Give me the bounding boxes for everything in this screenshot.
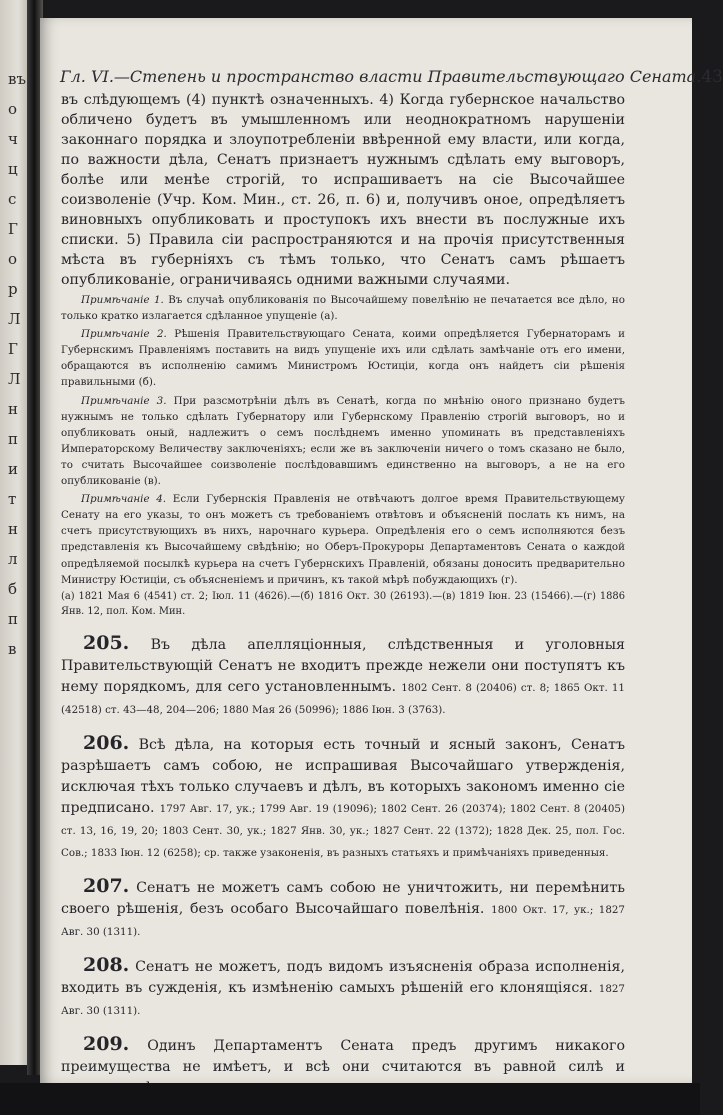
facing-page-fragment: п	[8, 610, 18, 628]
article-209-text: Одинъ Департаментъ Сената предъ другимъ никакого преимущества не имѣетъ, и всѣ они считаются въ равной силѣ и	[61, 1037, 625, 1075]
facing-page-fragment: л	[8, 550, 18, 568]
continuation-paragraph: въ слѣдующемъ (4) пунктѣ означенныхъ. 4) Когда губернское начальство обличено будетъ въ умышленномъ или неоднократномъ нарушеніи законнаго порядка и злоупотребленіи ввѣренной ему власти, или когда, по важности дѣла, Сенатъ признаетъ нужнымъ сдѣлать ему выговоръ, болѣе или менѣе строгій, то испрашиваетъ на сіе Высочайшее соизволеніе (Учр. Ком. Мин., ст. 26, п. 6) и, получивъ оное, опредѣляетъ виновныхъ опубликовать и проступокъ ихъ внести въ послужные ихъ списки. 5) Правила сіи распространяются и на прочія присутственныя мѣста въ губерніяхъ съ тѣмъ только, что Сенатъ самъ рѣшаетъ опубликованіе, ограничиваясь одними важными случаями.	[61, 92, 625, 288]
note-2-label: Примѣчаніе 2.	[81, 328, 167, 341]
note-3-text: При разсмотрѣніи дѣлъ въ Сенатѣ, когда по мнѣнію оного признано будетъ нужнымъ не только сдѣлать Губернатору или Губернскому Правленію строгій выговоръ, но и опубликовать оный, надлежитъ о семъ послѣднемъ именно упоминать въ представленіяхъ Императорскому Величеству заключеніяхъ; если же въ заключеніи ничего о томъ сказано не было, то считать Высочайшее соизволеніе послѣдовавшимъ единственно на выговоръ, а не на его опубликованіе (в).	[61, 394, 625, 488]
facing-page-fragment: въ	[8, 70, 26, 88]
facing-page-edge	[0, 0, 30, 1065]
facing-page-fragment: ц	[8, 160, 18, 178]
facing-page-fragment: р	[8, 280, 18, 298]
facing-page-fragment: о	[8, 100, 18, 118]
facing-page-fragment: Л	[8, 310, 21, 328]
article-206-refs: 1797 Авг. 17, ук.; 1799 Авг. 19 (19096); 1802 Сент. 26 (20374); 1802 Сент. 8 (20405) ст. 13, 16, 19, 20; 1803 Сент. 30, ук.; 1827 Янв. 30, ук.; 1827 Сент. 22 (1372); 1828 Дек. 25, пол. Гос. Сов.; 1833 Іюн. 12 (6258); ср. также узаконенія, въ разныхъ статьяхъ и примѣчаніяхъ приведенныя.	[61, 802, 625, 859]
background-bottom	[0, 1083, 700, 1115]
facing-page-fragment: н	[8, 520, 18, 538]
facing-page-fragment: ч	[8, 130, 18, 148]
running-header	[60, 67, 723, 87]
article-206	[61, 733, 625, 864]
article-208-refs: 1827 Авг. 30 (1311).	[61, 982, 625, 1017]
facing-page-fragment: Г	[8, 340, 18, 358]
chapter-title: Гл. VI.—Степень и пространство власти Правительствующаго Сената.	[60, 67, 702, 86]
article-208	[61, 955, 625, 1022]
facing-page-fragment: с	[8, 190, 17, 208]
footnote-references: (а) 1821 Мая 6 (4541) ст. 2; Іюл. 11 (4626).—(б) 1816 Окт. 30 (26193).—(в) 1819 Іюн. 23 (15466).—(г) 1886 Янв. 12, пол. Ком. Мин.	[61, 590, 625, 617]
facing-page-fragment: Г	[8, 220, 18, 238]
note-3-label: Примѣчаніе 3.	[81, 394, 167, 407]
article-205	[61, 633, 625, 721]
article-207-text: Сенатъ не можетъ самъ собою не уничтожить, ни перемѣнить своего рѣшенія, безъ особаго Высочайшаго повелѣнія.	[61, 879, 625, 917]
article-207-number: 207.	[83, 874, 130, 897]
article-205-text: Въ дѣла апелляціонныя, слѣдственныя и уголовныя Правительствующій Сенатъ не входитъ прежде нежели они поступятъ къ нему порядкомъ, для сего установленнымъ.	[61, 636, 625, 695]
article-209-number: 209.	[83, 1032, 130, 1055]
note-4-text: Если Губернскія Правленія не отвѣчаютъ долгое время Правительствующему Сенату на его указы, то онъ можетъ съ требованіемъ отвѣтовъ и объясненій послать къ нимъ, на счетъ присутствующихъ въ нихъ, нарочнаго курьера. Опредѣленія его о семъ исполняются безъ представленія къ Высочайшему свѣдѣнію; но Оберъ-Прокуроры Департаментовъ Сената о каждой опредѣляемой посылкѣ курьера на счетъ Губернскихъ Правленій, обязаны доносить предварительно Министру Юстиціи, съ объясненіемъ и причинъ, къ такой мѣрѣ побуждающихъ (г).	[61, 493, 625, 586]
notes-block	[61, 292, 625, 619]
facing-page-fragment: и	[8, 460, 18, 478]
page-number: 43	[701, 67, 723, 87]
note-1-text: Въ случаѣ опубликованія по Высочайшему повелѣнію не печатается все дѣло, но только кратко излагается сдѣланное упущеніе (а).	[61, 294, 625, 323]
book-page	[40, 18, 723, 1083]
page-content	[61, 90, 625, 1099]
facing-page-fragment: н	[8, 400, 18, 418]
facing-page-fragment: б	[8, 580, 18, 598]
article-206-number: 206.	[83, 731, 130, 754]
article-205-refs: 1802 Сент. 8 (20406) ст. 8; 1865 Окт. 11 (42518) ст. 43—48, 204—206; 1880 Мая 26 (50996); 1886 Іюн. 3 (3763).	[61, 681, 625, 716]
facing-page-fragment: о	[8, 250, 18, 268]
article-208-text: Сенатъ не можетъ, подъ видомъ изъясненія образа исполненія, входить въ сужденія, къ измѣненію самыхъ рѣшеній его клонящіяся.	[61, 958, 625, 996]
article-205-number: 205.	[83, 631, 130, 654]
facing-page-fragment: п	[8, 430, 18, 448]
note-2-text: Рѣшенія Правительствующаго Сената, коими опредѣляется Губернаторамъ и Губернскимъ Правленіямъ поставить на видъ упущеніе ихъ или сдѣлать замѣчаніе отъ его имени, обращаются въ исполненію самимъ Министромъ Юстиціи, когда онъ найдетъ сіи рѣшенія правильными (б).	[61, 328, 625, 389]
note-1	[61, 292, 625, 324]
article-208-number: 208.	[83, 953, 130, 976]
facing-page-fragment: в	[8, 640, 17, 658]
note-3	[61, 393, 625, 490]
article-207	[61, 876, 625, 943]
note-1-label: Примѣчаніе 1.	[81, 294, 164, 306]
facing-page-fragment: т	[8, 490, 17, 508]
article-206-text: Всѣ дѣла, на которыя есть точный и ясный законъ, Сенатъ разрѣшаетъ самъ собою, не испрашивая Высочайшаго утвержденія, исключая тѣхъ только случаевъ и дѣлъ, въ которыхъ закономъ именно сіе предписано.	[61, 736, 625, 816]
note-2	[61, 326, 625, 390]
note-4	[61, 491, 625, 588]
facing-page-fragment: Л	[8, 370, 21, 388]
article-207-refs: 1800 Окт. 17, ук.; 1827 Авг. 30 (1311).	[61, 903, 625, 938]
note-4-label: Примѣчаніе 4.	[81, 493, 167, 506]
